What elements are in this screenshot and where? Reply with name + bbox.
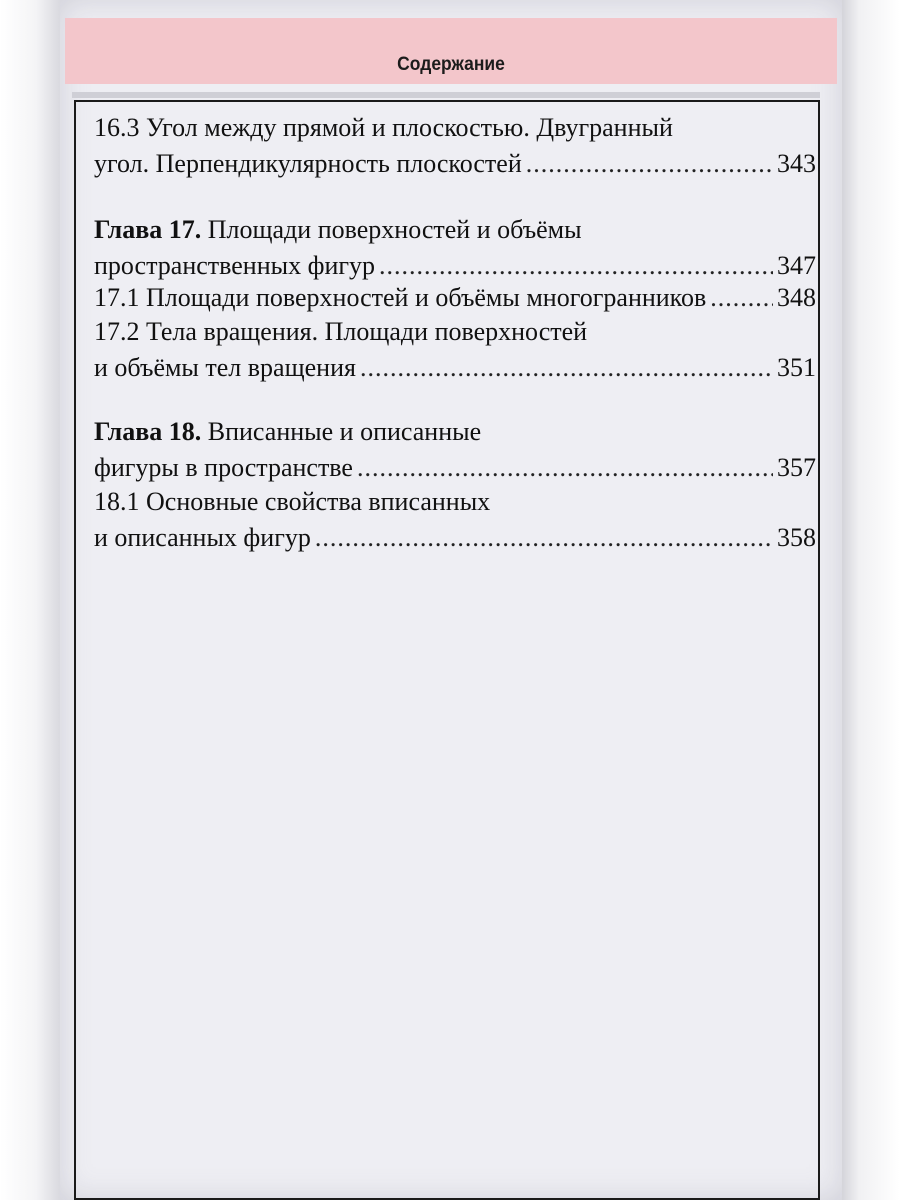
dot-leader	[526, 146, 773, 182]
page-number: 351	[777, 353, 816, 382]
dot-leader	[315, 520, 773, 556]
toc-entry	[94, 314, 816, 386]
page-number: 343	[777, 149, 816, 178]
chapter-title: Вписанные и описанные	[201, 417, 482, 446]
chapter-title: Площади поверхностей и объёмы	[201, 215, 582, 244]
page-number: 348	[777, 283, 816, 312]
scan-margin-right	[842, 0, 900, 1200]
toc-entry	[94, 484, 816, 556]
toc-chapter	[94, 212, 816, 284]
scan-margin-left	[0, 0, 60, 1200]
toc-entry	[94, 280, 816, 316]
toc-chapter	[94, 414, 816, 486]
toc-entry	[94, 110, 816, 182]
page-number: 357	[777, 453, 816, 482]
page-number: 347	[777, 251, 816, 280]
toc-entry-title-cont: и описанных фигур	[94, 523, 311, 552]
chapter-label: Глава 18.	[94, 417, 202, 446]
toc-entry-title-cont: угол. Перпендикулярность плоскостей	[94, 149, 522, 178]
dot-leader	[710, 280, 773, 316]
dot-leader	[360, 350, 773, 386]
page-number: 358	[777, 523, 816, 552]
chapter-label: Глава 17.	[94, 215, 202, 244]
page-title: Содержание	[397, 54, 505, 75]
chapter-title-cont: пространственных фигур	[94, 251, 376, 280]
toc-entry-title-cont: и объёмы тел вращения	[94, 353, 356, 382]
toc-entry-title: 18.1 Основные свойства вписанных	[94, 487, 491, 516]
chapter-title-cont: фигуры в пространстве	[94, 453, 353, 482]
toc-entry-title: 17.2 Тела вращения. Площади поверхностей	[94, 317, 588, 346]
dot-leader	[379, 248, 773, 284]
toc-entry-title: 16.3 Угол между прямой и плоскостью. Двугранный	[94, 113, 673, 142]
box-top-shadow	[72, 92, 820, 98]
toc-entry-title: 17.1 Площади поверхностей и объёмы многогранников	[94, 283, 707, 312]
dot-leader	[357, 450, 773, 486]
header-band	[65, 18, 837, 84]
